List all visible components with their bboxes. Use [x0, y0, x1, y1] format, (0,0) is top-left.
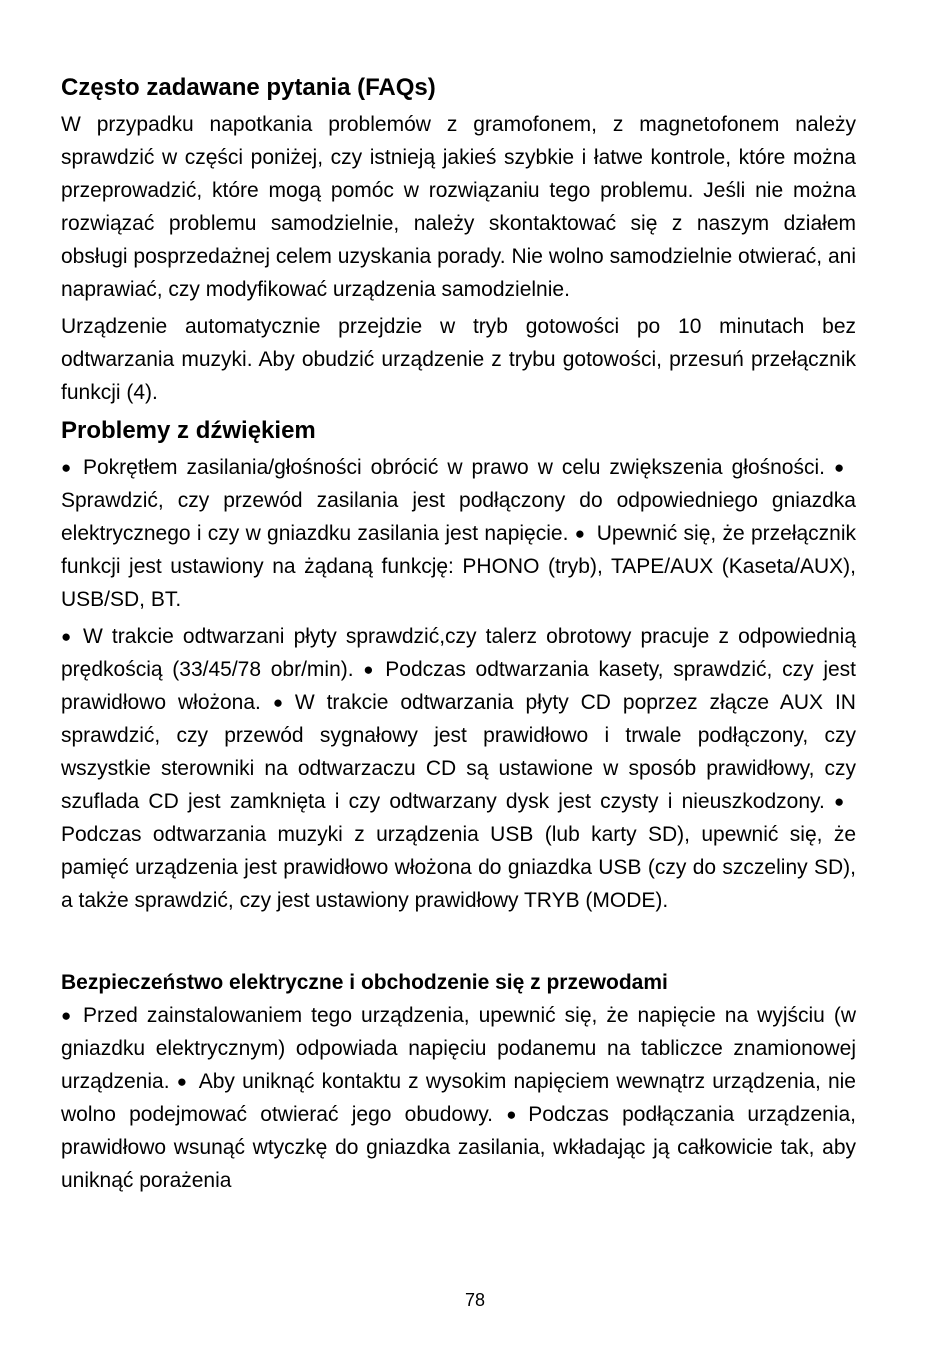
safety-item-2: Aby uniknąć kontaktu z wysokim napięciem wewnątrz urządzenia, nie wolno podejmować otwierać jego obudowy. — [61, 1070, 856, 1126]
sound-paragraph-2 — [61, 620, 856, 917]
faq-paragraph-1: W przypadku napotkania problemów z gramofonem, z magnetofonem należy sprawdzić w części poniżej, czy istnieją jakieś szybkie i łatwe kontrole, które można przeprowadzić, które mogą pomóc w rozwiązaniu tego problemu. Jeśli nie można rozwiązać problemu samodzielnie, należy skontaktować się z naszym działem obsługi posprzedażnej celem uzyskania porady. Nie wolno samodzielnie otwierać, ani naprawiać, czy modyfikować urządzenia samodzielnie. — [61, 113, 856, 301]
sound-item-6: W trakcie odtwarzania płyty CD poprzez złącze AUX IN sprawdzić, czy przewód sygnałowy jest prawidłowo i trwale podłączony, czy wszystkie sterowniki na odtwarzaczu CD są ustawione w sposób prawidłowy, czy szuflada CD jest zamknięta i czy odtwarzany dysk jest czysty i nieuszkodzony. — [61, 691, 856, 813]
page-number: 78 — [464, 1290, 486, 1310]
sound-item-7: Podczas odtwarzania muzyki z urządzenia USB (lub karty SD), upewnić się, że pamięć urządzenia jest prawidłowo włożona do gniazdka USB (czy do szczeliny SD), a także sprawdzić, czy jest ustawiony prawidłowy TRYB (MODE). — [61, 823, 856, 912]
bullet-icon: ● — [272, 693, 284, 712]
bullet-icon: ● — [61, 458, 72, 477]
sound-item-3: Upewnić się, że przełącznik funkcji jest ustawiony na żądaną funkcję: PHONO (tryb), TAPE/AUX (Kaseta/AUX), USB/SD, BT. — [61, 522, 857, 611]
safety-paragraph — [61, 999, 856, 1197]
bullet-icon: ● — [574, 524, 585, 543]
section-spacer — [61, 921, 856, 967]
electrical-safety-heading: Bezpieczeństwo elektryczne i obchodzenie się z przewodami — [61, 971, 668, 994]
sound-item-1: Pokrętłem zasilania/głośności obrócić w prawo w celu zwiększenia głośności. — [83, 456, 825, 479]
faq-paragraph-2: Urządzenie automatycznie przejdzie w tryb gotowości po 10 minutach bez odtwarzania muzyki. Aby obudzić urządzenie z trybu gotowości, przesuń przełącznik funkcji (4). — [61, 315, 856, 404]
bullet-icon: ● — [61, 1006, 72, 1025]
safety-item-1: Przed zainstalowaniem tego urządzenia, upewnić się, że napięcie na wyjściu (w gniazdku elektrycznym) odpowiada napięciu podanemu na tabliczce znamionowej urządzenia. — [61, 1004, 856, 1093]
document-page — [61, 70, 856, 1201]
sound-item-4: W trakcie odtwarzani płyty sprawdzić,czy talerz obrotowy pracuje z odpowiednią prędkością (33/45/78 obr/min). — [61, 625, 856, 681]
faq-heading: Często zadawane pytania (FAQs) — [61, 74, 436, 101]
sound-paragraph-1 — [61, 451, 856, 616]
safety-item-3: Podczas podłączania urządzenia, prawidłowo wsunąć wtyczkę do gniazdka zasilania, wkładając ją całkowicie tak, aby uniknąć porażenia — [61, 1103, 857, 1192]
sound-problems-heading: Problemy z dźwiękiem — [61, 417, 316, 444]
bullet-icon: ● — [506, 1105, 517, 1124]
bullet-icon: ● — [363, 660, 374, 679]
bullet-icon: ● — [176, 1072, 188, 1091]
sound-item-2: Sprawdzić, czy przewód zasilania jest podłączony do odpowiedniego gniazdka elektrycznego i czy w gniazdku zasilania jest napięcie. — [61, 489, 856, 545]
bullet-icon: ● — [833, 792, 845, 811]
bullet-icon: ● — [834, 458, 845, 477]
bullet-icon: ● — [61, 627, 72, 646]
sound-item-5: Podczas odtwarzania kasety, sprawdzić, czy jest prawidłowo włożona. — [61, 658, 856, 714]
